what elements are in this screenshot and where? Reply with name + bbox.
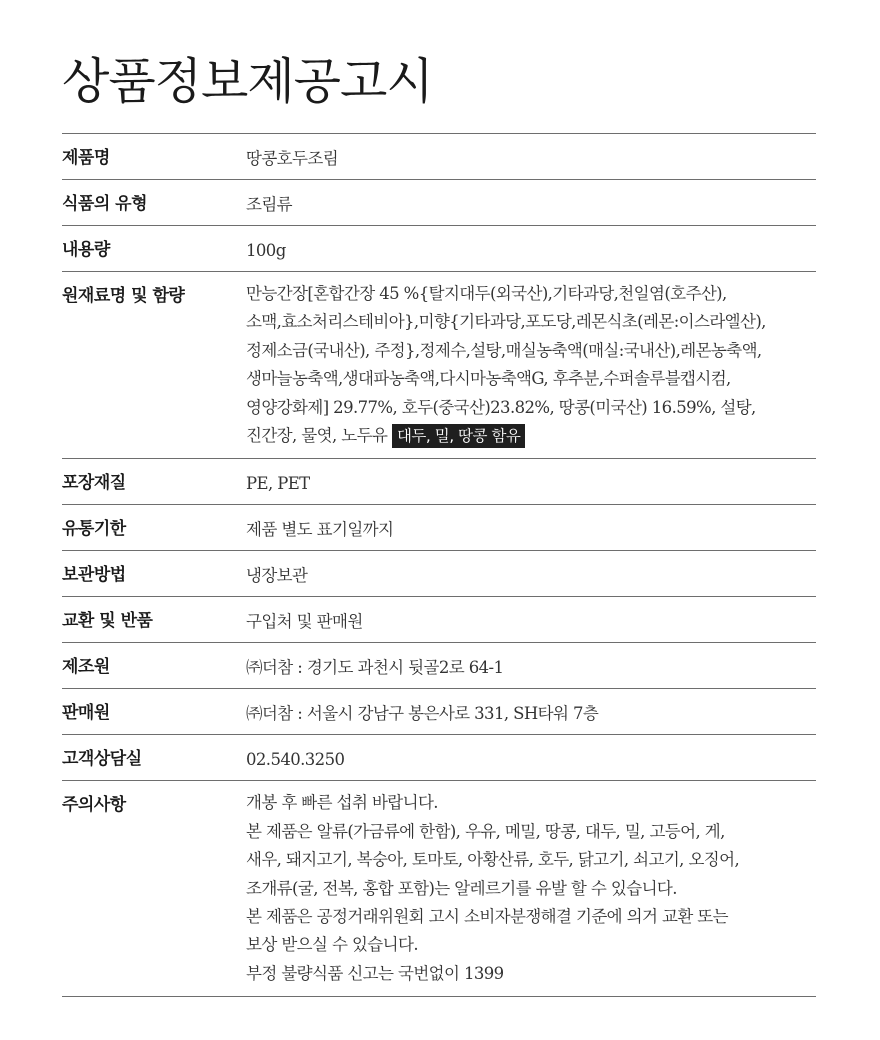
row-label: 판매원 <box>62 703 110 724</box>
row-label: 보관방법 <box>62 565 126 586</box>
row-manufacturer <box>62 643 816 689</box>
ingredients-line: 만능간장[혼합간장 45 %{탈지대두(외국산),기타과당,천일염(호주산), <box>246 284 727 303</box>
row-label: 유통기한 <box>62 519 126 540</box>
caution-line: 본 제품은 알류(가금류에 한함), 우유, 메밀, 땅콩, 대두, 밀, 고등어, 게, <box>246 821 725 841</box>
row-value: ㈜더참 : 경기도 과천시 뒷골2로 64-1 <box>246 658 504 678</box>
row-value-ingredients <box>246 280 816 450</box>
row-ingredients <box>62 272 816 459</box>
row-value: PE, PET <box>246 474 310 494</box>
row-label: 원재료명 및 함량 <box>62 286 185 306</box>
row-food-type <box>62 180 816 226</box>
row-caution <box>62 781 816 997</box>
caution-line: 조개류(굴, 전복, 홍합 포함)는 알레르기를 유발 할 수 있습니다. <box>246 878 677 898</box>
row-storage <box>62 551 816 597</box>
row-packaging <box>62 459 816 505</box>
row-volume <box>62 226 816 272</box>
row-seller <box>62 689 816 735</box>
row-exchange <box>62 597 816 643</box>
caution-line: 개봉 후 빠른 섭취 바랍니다. <box>246 793 438 813</box>
caution-line: 본 제품은 공정거래위원회 고시 소비자분쟁해결 기준에 의거 교환 또는 <box>246 907 728 927</box>
row-label: 교환 및 반품 <box>62 611 153 632</box>
row-label: 제조원 <box>62 657 110 678</box>
row-value: 땅콩호두조림 <box>246 149 339 168</box>
row-label: 식품의 유형 <box>62 194 148 214</box>
caution-line: 보상 받으실 수 있습니다. <box>246 935 418 955</box>
row-value: 냉장보관 <box>246 566 308 586</box>
row-label: 주의사항 <box>62 795 126 816</box>
caution-line: 부정 불량식품 신고는 국번없이 1399 <box>246 963 504 983</box>
row-value-caution <box>246 789 816 988</box>
row-value: 제품 별도 표기일까지 <box>246 520 394 540</box>
row-value: 100g <box>246 241 286 260</box>
info-table <box>62 133 816 997</box>
row-value: 02.540.3250 <box>246 750 345 770</box>
product-info-notice <box>62 0 816 997</box>
row-label: 내용량 <box>62 240 110 260</box>
row-value: 조림류 <box>246 195 293 214</box>
ingredients-line: 소맥,효소처리스테비아},미향{기타과당,포도당,레몬식초(레몬:이스라엘산), <box>246 312 766 332</box>
row-product-name <box>62 134 816 180</box>
row-customer-service <box>62 735 816 781</box>
row-label: 포장재질 <box>62 473 126 494</box>
page-title: 상품정보제공고시 <box>62 53 433 110</box>
caution-line: 새우, 돼지고기, 복숭아, 토마토, 아황산류, 호두, 닭고기, 쇠고기, 오징어, <box>246 850 740 870</box>
row-label: 고객상담실 <box>62 749 142 770</box>
ingredients-line: 정제소금(국내산), 주정},정제수,설탕,매실농축액(매실:국내산),레몬농축액, <box>246 340 762 360</box>
row-value: 구입처 및 판매원 <box>246 612 363 632</box>
ingredients-last-line <box>246 422 816 450</box>
row-expiry <box>62 505 816 551</box>
row-value: ㈜더참 : 서울시 강남구 봉은사로 331, SH타워 7층 <box>246 704 599 724</box>
ingredients-line: 진간장, 물엿, 노두유 <box>246 426 388 446</box>
ingredients-line: 생마늘농축액,생대파농축액,다시마농축액G, 후추분,수퍼솔루블캡시컴, <box>246 369 731 389</box>
ingredients-line: 영양강화제] 29.77%, 호두(중국산)23.82%, 땅콩(미국산) 16.59%, 설탕, <box>246 397 756 417</box>
allergen-badge: 대두, 밀, 땅콩 함유 <box>392 424 525 448</box>
row-label: 제품명 <box>62 148 110 168</box>
